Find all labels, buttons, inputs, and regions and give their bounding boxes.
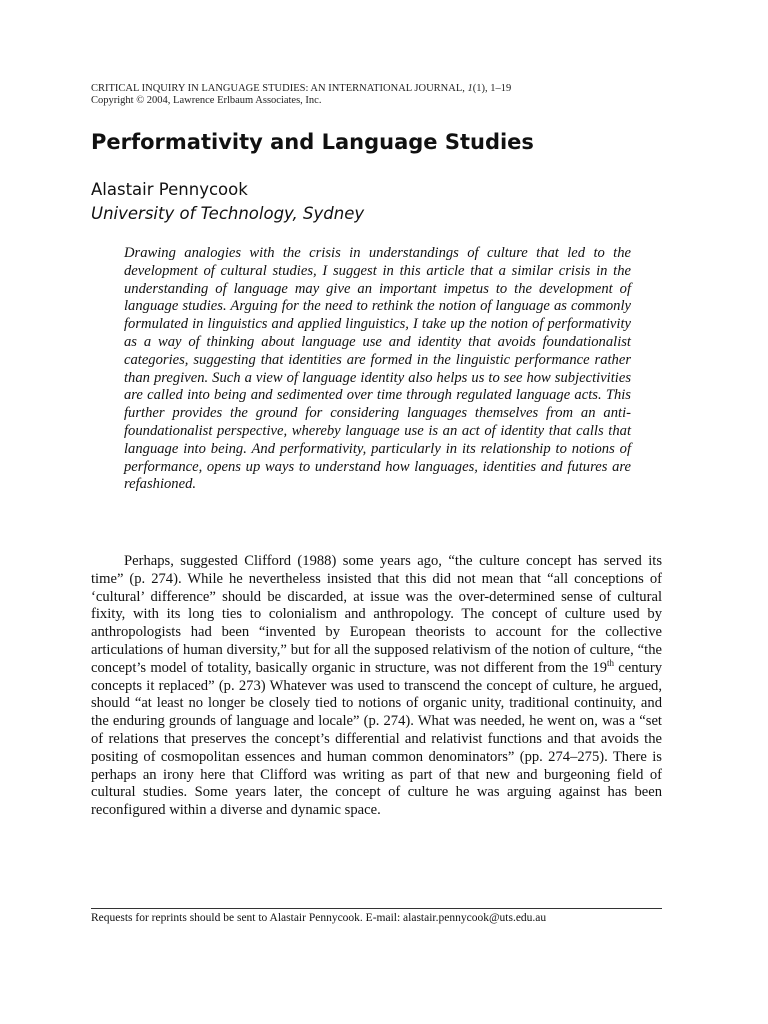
abstract: Drawing analogies with the crisis in understandings of culture that led to the development of cultural studies, I suggest in this article that a similar crisis in the understanding of language may give an important impetus to the development of language studies. Arguing for the need to rethink the notion of language as commonly formulated in linguistics and applied linguistics, I take up the notion of performativity as a way of thinking about language use and identity that avoids foundationalist categories, suggesting that identities are formed in the linguistic performance rather than pregiven. Such a view of language identity also helps us to see how subjectivities are called into being and sedimented over time through regulated language acts. This further provides the ground for considering languages themselves from an anti-foundationalist perspective, whereby language use is an act of identity that calls that language into being. And performativity, particularly in its relationship to notions of performance, opens up ways to understand how languages, identities and futures are refashioned.: [124, 245, 631, 493]
body-text-part-1: Perhaps, suggested Clifford (1988) some years ago, “the culture concept has served its time” (p. 274). While he nevertheless insisted that this did not mean that “all conceptions of ‘cultural’ difference” should be discarded, at issue was the over-determined sense of cultural fixity, with its long ties to colonialism and anthropology. The concept of culture used by anthropologists had been “invented by European theorists to account for the collective articulations of human diversity,” but for all the supposed relativism of the notion of culture, “the concept’s model of totality, basically organic in structure, was not different from the 19: [91, 553, 662, 676]
journal-citation-line: [91, 83, 691, 95]
author-affiliation: University of Technology, Sydney: [91, 204, 365, 223]
journal-volume: 1: [467, 83, 473, 94]
author-name: Alastair Pennycook: [91, 180, 248, 199]
body-text-part-2: century concepts it replaced” (p. 273) Whatever was used to transcend the concept of culture, he argued, should “at least no longer be closely tied to notions of organic unity, traditional continuity, and the enduring grounds of language and locale” (p. 274). What was needed, he went on, was a “set of relations that preserves the concept’s differential and relativist functions and that avoids the positing of cosmopolitan essences and human common denominators” (pp. 274–275). There is perhaps an irony here that Clifford was writing as part of that new and burgeoning field of cultural studies. Some years later, the concept of culture he was arguing against has been reconfigured within a diverse and dynamic space.: [91, 659, 662, 819]
copyright-line: Copyright © 2004, Lawrence Erlbaum Associates, Inc.: [91, 95, 322, 106]
footnote-divider: [91, 908, 662, 909]
body-paragraph: [91, 553, 662, 820]
article-title: Performativity and Language Studies: [91, 130, 534, 154]
journal-name: CRITICAL INQUIRY IN LANGUAGE STUDIES: AN INTERNATIONAL JOURNAL,: [91, 83, 465, 94]
reprint-footnote: Requests for reprints should be sent to Alastair Pennycook. E-mail: alastair.pennycook@uts.edu.au: [91, 912, 547, 924]
superscript-th: th: [607, 657, 615, 668]
journal-header: [91, 83, 691, 107]
journal-issue-pages: (1), 1–19: [472, 83, 512, 94]
